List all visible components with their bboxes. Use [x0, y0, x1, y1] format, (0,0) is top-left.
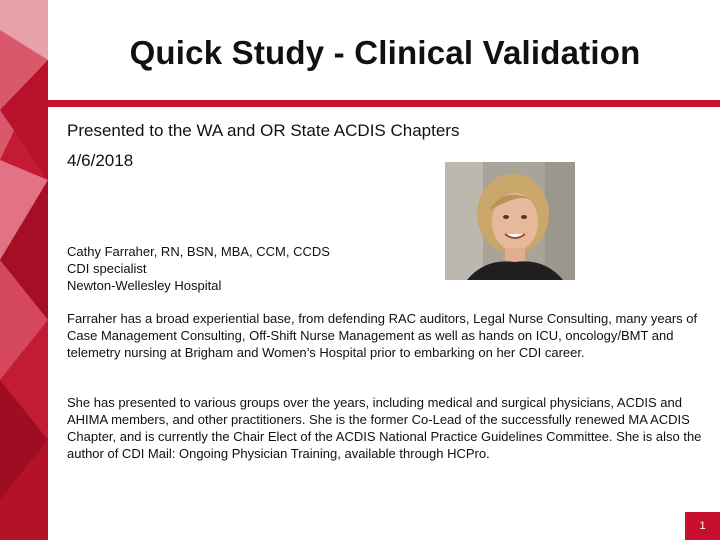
presenter-photo	[445, 162, 575, 280]
slide-title: Quick Study - Clinical Validation	[129, 34, 641, 71]
bio-paragraph: She has presented to various groups over the years, including medical and surgical physicians, ACDIS and AHIMA members, and other practitioners. She is the former Co-Lead of the successfully renewed MA ACDIS Chapter, and is currently the Chair Elect of the ACDIS National Practice Guidelines Committee. She is also the author of CDI Mail: Ongoing Physician Training, available through HCPro.	[67, 395, 702, 461]
slide-subtitle: Presented to the WA and OR State ACDIS Chapters	[67, 121, 460, 140]
presenter-organization: Newton-Wellesley Hospital	[67, 278, 222, 293]
title-divider	[48, 100, 720, 107]
presentation-date: 4/6/2018	[67, 151, 134, 170]
presenter-role: CDI specialist	[67, 261, 147, 276]
presenter-info	[67, 243, 330, 294]
decorative-side-band	[0, 0, 48, 540]
presenter-name: Cathy Farraher, RN, BSN, MBA, CCM, CCDS	[67, 244, 330, 259]
bio-paragraph: Farraher has a broad experiential base, from defending RAC auditors, Legal Nurse Consulting, many years of Case Management Consulting, Off-Shift Nurse Management as well as hands on ICU, oncology/BMT and telemetry nursing at Brigham and Women’s Hospital prior to embarking on her CDI career.	[67, 311, 698, 360]
page-number-badge: 1	[685, 512, 720, 540]
